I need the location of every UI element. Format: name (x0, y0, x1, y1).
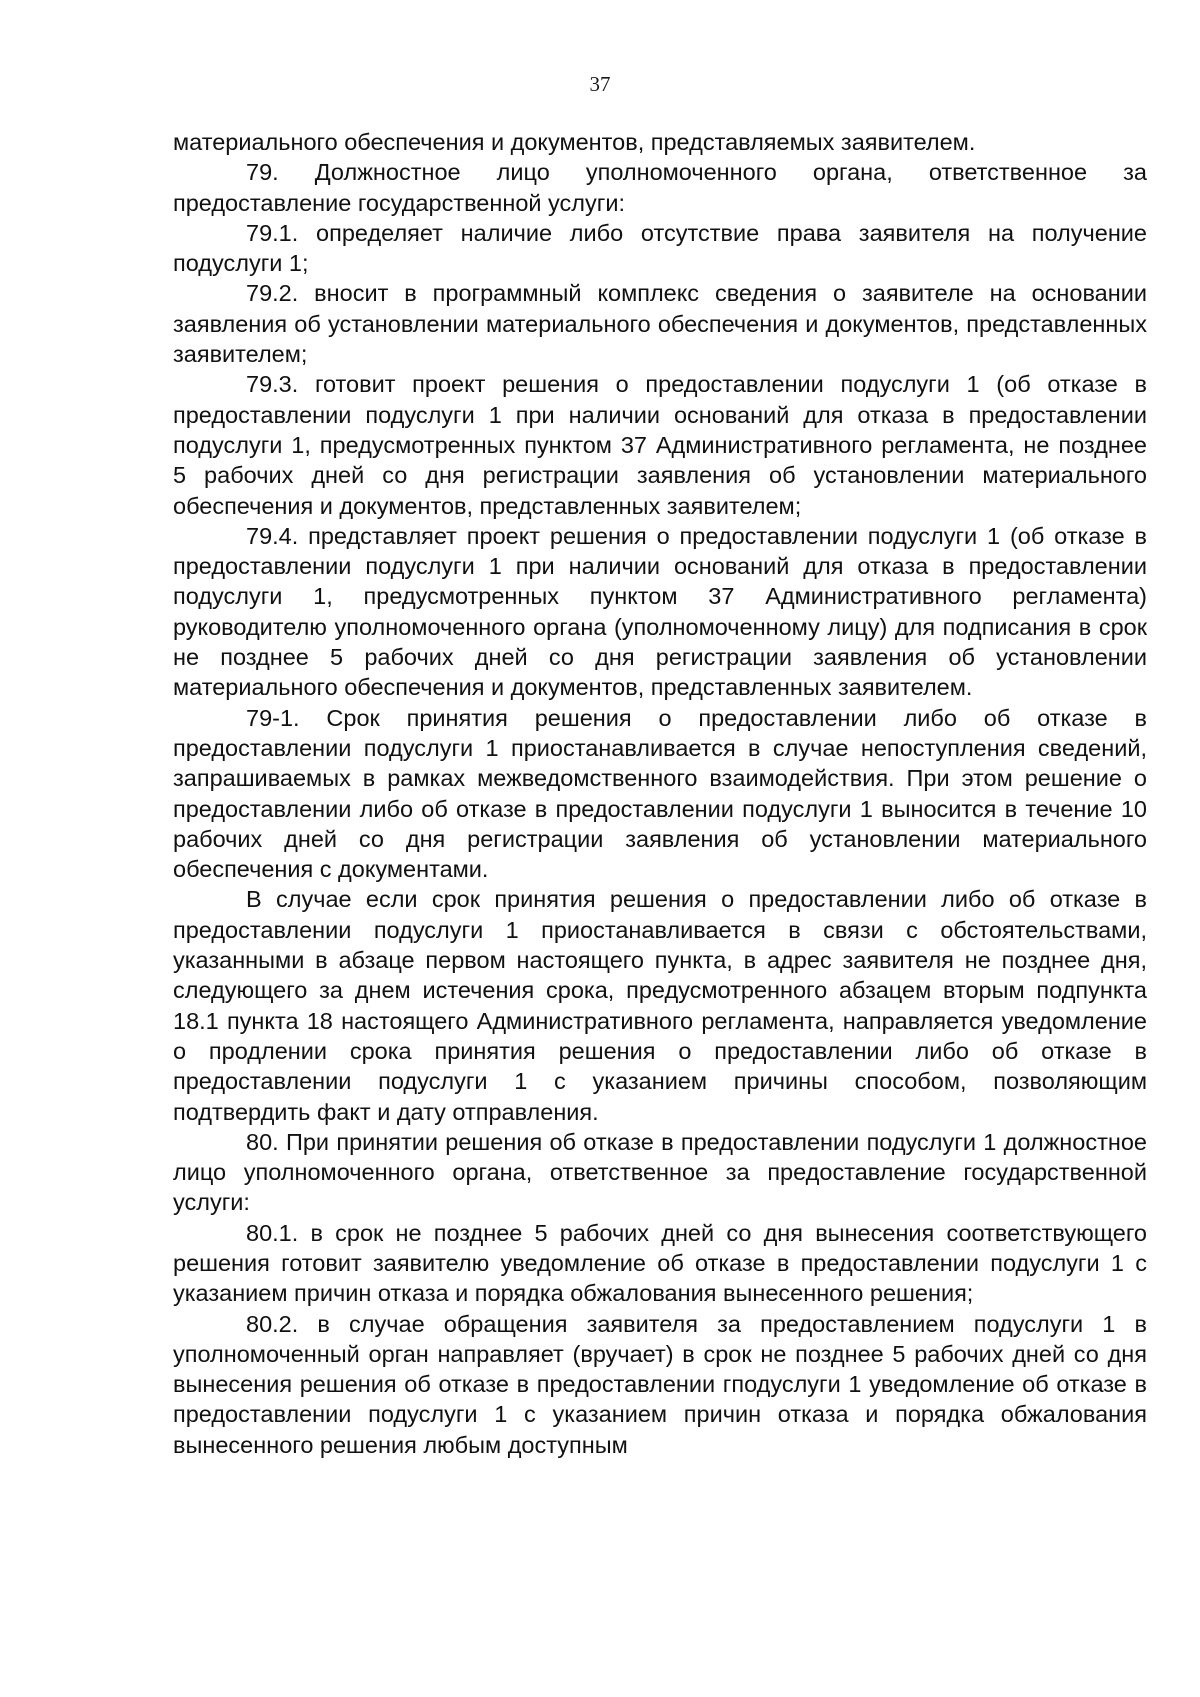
paragraph-79: 79. Должностное лицо уполномоченного органа, ответственное за предоставление государственной услуги: (173, 159, 1147, 216)
paragraph-79-3: 79.3. готовит проект решения о предоставлении подуслуги 1 (об отказе в предоставлении подуслуги 1 при наличии оснований для отказа в предоставлении подуслуги 1, предусмотренных пунктом 37 Административного регламента, не позднее 5 рабочих дней со дня регистрации заявления об установлении материального обеспечения и документов, представленных заявителем; (173, 371, 1147, 519)
paragraph-79-2: 79.2. вносит в программный комплекс сведения о заявителе на основании заявления об установлении материального обеспечения и документов, представленных заявителем; (173, 280, 1147, 368)
paragraph-suspension-notice: В случае если срок принятия решения о предоставлении либо об отказе в предоставлении подуслуги 1 приостанавливается в связи с обстоятельствами, указанными в абзаце первом настоящего пункта, в адрес заявителя не позднее дня, следующего за днем истечения срока, предусмотренного абзацем вторым подпункта 18.1 пункта 18 настоящего Административного регламента, направляется уведомление о продлении срока принятия решения о предоставлении либо об отказе в предоставлении подуслуги 1 с указанием причины способом, позволяющим подтвердить факт и дату отправления. (173, 886, 1147, 1125)
paragraph-continuation: материального обеспечения и документов, представляемых заявителем. (173, 129, 976, 155)
paragraph-80-1: 80.1. в срок не позднее 5 рабочих дней со дня вынесения соответствующего решения готовит заявителю уведомление об отказе в предоставлении подуслуги 1 с указанием причин отказа и порядка обжалования вынесенного решения; (173, 1219, 1147, 1307)
document-body (173, 127, 1147, 1460)
paragraph-79-dash-1: 79-1. Срок принятия решения о предоставлении либо об отказе в предоставлении подуслуги 1 приостанавливается в случае непоступления сведений, запрашиваемых в рамках межведомственного взаимодействия. При этом решение о предоставлении либо об отказе в предоставлении подуслуги 1 выносится в течение 10 рабочих дней со дня регистрации заявления об установлении материального обеспечения с документами. (173, 704, 1147, 883)
paragraph-80-2: 80.2. в случае обращения заявителя за предоставлением подуслуги 1 в уполномоченный орган направляет (вручает) в срок не позднее 5 рабочих дней со дня вынесения решения об отказе в предоставлении гподуслуги 1 уведомление об отказе в предоставлении подуслуги 1 с указанием причин отказа и порядка обжалования вынесенного решения любым доступным (173, 1310, 1147, 1458)
paragraph-80: 80. При принятии решения об отказе в предоставлении подуслуги 1 должностное лицо уполномоченного органа, ответственное за предоставление государственной услуги: (173, 1128, 1147, 1216)
paragraph-79-1: 79.1. определяет наличие либо отсутствие права заявителя на получение подуслуги 1; (173, 219, 1147, 277)
paragraph-79-4: 79.4. представляет проект решения о предоставлении подуслуги 1 (об отказе в предоставлении подуслуги 1 при наличии оснований для отказа в предоставлении подуслуги 1, предусмотренных пунктом 37 Административного регламента) руководителю уполномоченного органа (уполномоченному лицу) для подписания в срок не позднее 5 рабочих дней со дня регистрации заявления об установлении материального обеспечения и документов, представленных заявителем. (173, 522, 1147, 701)
page-number: 37 (589, 72, 611, 96)
